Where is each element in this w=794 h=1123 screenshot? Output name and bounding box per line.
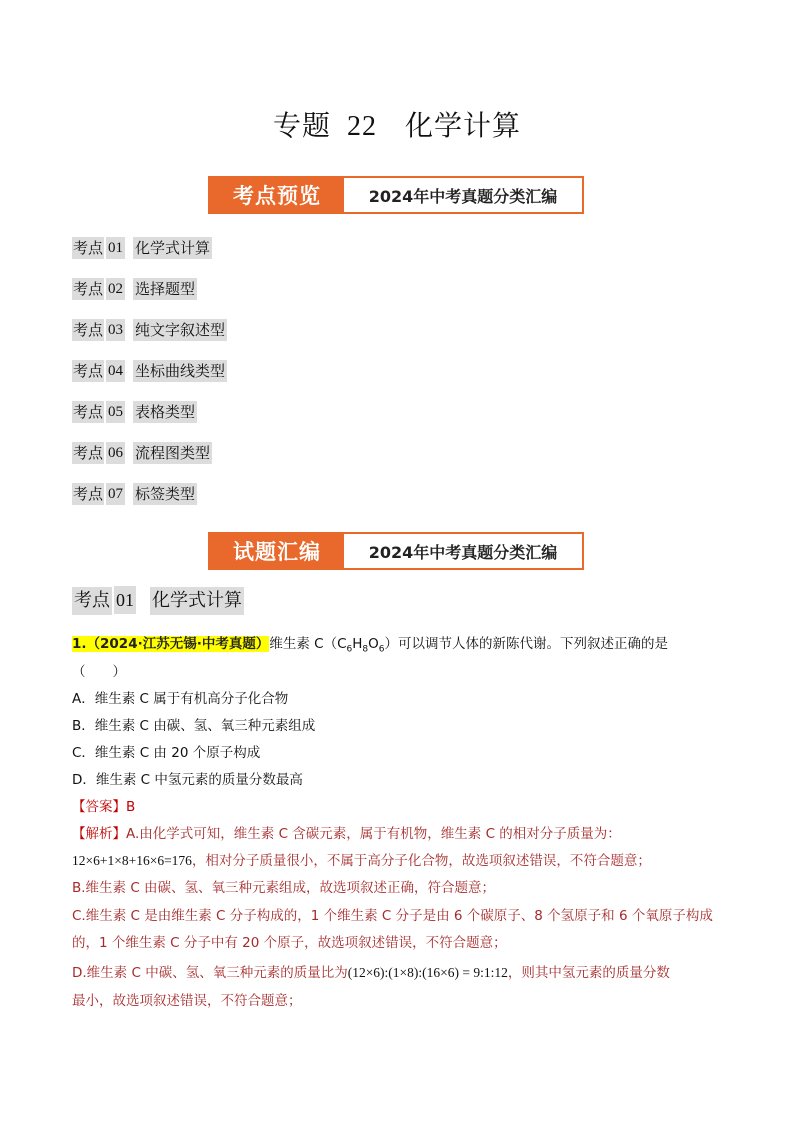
page-title: 专题 22 化学计算 bbox=[273, 109, 521, 142]
topic-item: 考点 02 选择题型 bbox=[73, 280, 196, 298]
option-d: D．维生素 C 中氢元素的质量分数最高 bbox=[72, 772, 303, 788]
topic-list bbox=[72, 236, 227, 523]
analysis-line-7: 最小，故选项叙述错误，不符合题意； bbox=[72, 993, 302, 1009]
banner-tag: 考点预览 bbox=[210, 178, 344, 212]
topic-item: 考点 03 纯文字叙述型 bbox=[73, 321, 226, 339]
preview-banner bbox=[208, 176, 584, 214]
analysis-line-3: B.维生素 C 由碳、氢、氧三种元素组成，故选项叙述正确，符合题意； bbox=[72, 880, 496, 896]
question-paren: （ ） bbox=[72, 664, 126, 680]
topic-item: 考点 05 表格类型 bbox=[73, 403, 196, 421]
option-a: A．维生素 C 属于有机高分子化合物 bbox=[72, 691, 289, 707]
topic-item: 考点 07 标签类型 bbox=[73, 485, 196, 503]
topic-item: 考点 01 化学式计算 bbox=[73, 239, 211, 257]
analysis-line-4: C.维生素 C 是由维生素 C 分子构成的，1 个维生素 C 分子是由 6 个碳原子、8 个氢原子和 6 个氧原子构成 bbox=[72, 908, 713, 924]
banner-tag: 试题汇编 bbox=[210, 534, 344, 568]
analysis-line-2: 12×6+1×8+16×6=176，相对分子质量很小，不属于高分子化合物，故选项叙述错误，不符合题意； bbox=[72, 853, 651, 869]
answer-line: 【答案】B bbox=[72, 799, 136, 815]
analysis-line-5: 的，1 个维生素 C 分子中有 20 个原子，故选项叙述错误，不符合题意； bbox=[72, 935, 507, 951]
topic-item: 考点 04 坐标曲线类型 bbox=[73, 362, 226, 380]
option-c: C．维生素 C 由 20 个原子构成 bbox=[72, 745, 261, 761]
question-stem: 1.（2024·江苏无锡·中考真题）维生素 $C(C_6H_8O_6)$可以调节人体的新陈代谢。下列叙述正确的是 bbox=[72, 636, 669, 655]
analysis-line-1: 【解析】A.由化学式可知，维生素 C 含碳元素，属于有机物，维生素 C 的相对分子质量为： bbox=[72, 826, 621, 842]
topic-item: 考点 06 流程图类型 bbox=[73, 444, 211, 462]
questions-banner bbox=[208, 532, 584, 570]
section-heading: 考点 01 化学式计算 bbox=[72, 586, 244, 615]
question-source: 1.（2024·江苏无锡·中考真题） bbox=[72, 636, 270, 652]
banner-text: 2024年中考真题分类汇编 bbox=[368, 542, 558, 562]
analysis-line-6: D.维生素 C 中碳、氢、氧三种元素的质量比为(12×6):(1×8):(16×6) = 9:1:12，则其中氢元素的质量分数 bbox=[72, 965, 670, 981]
option-b: B．维生素 C 由碳、氢、氧三种元素组成 bbox=[72, 718, 316, 734]
banner-text: 2024年中考真题分类汇编 bbox=[368, 186, 558, 206]
